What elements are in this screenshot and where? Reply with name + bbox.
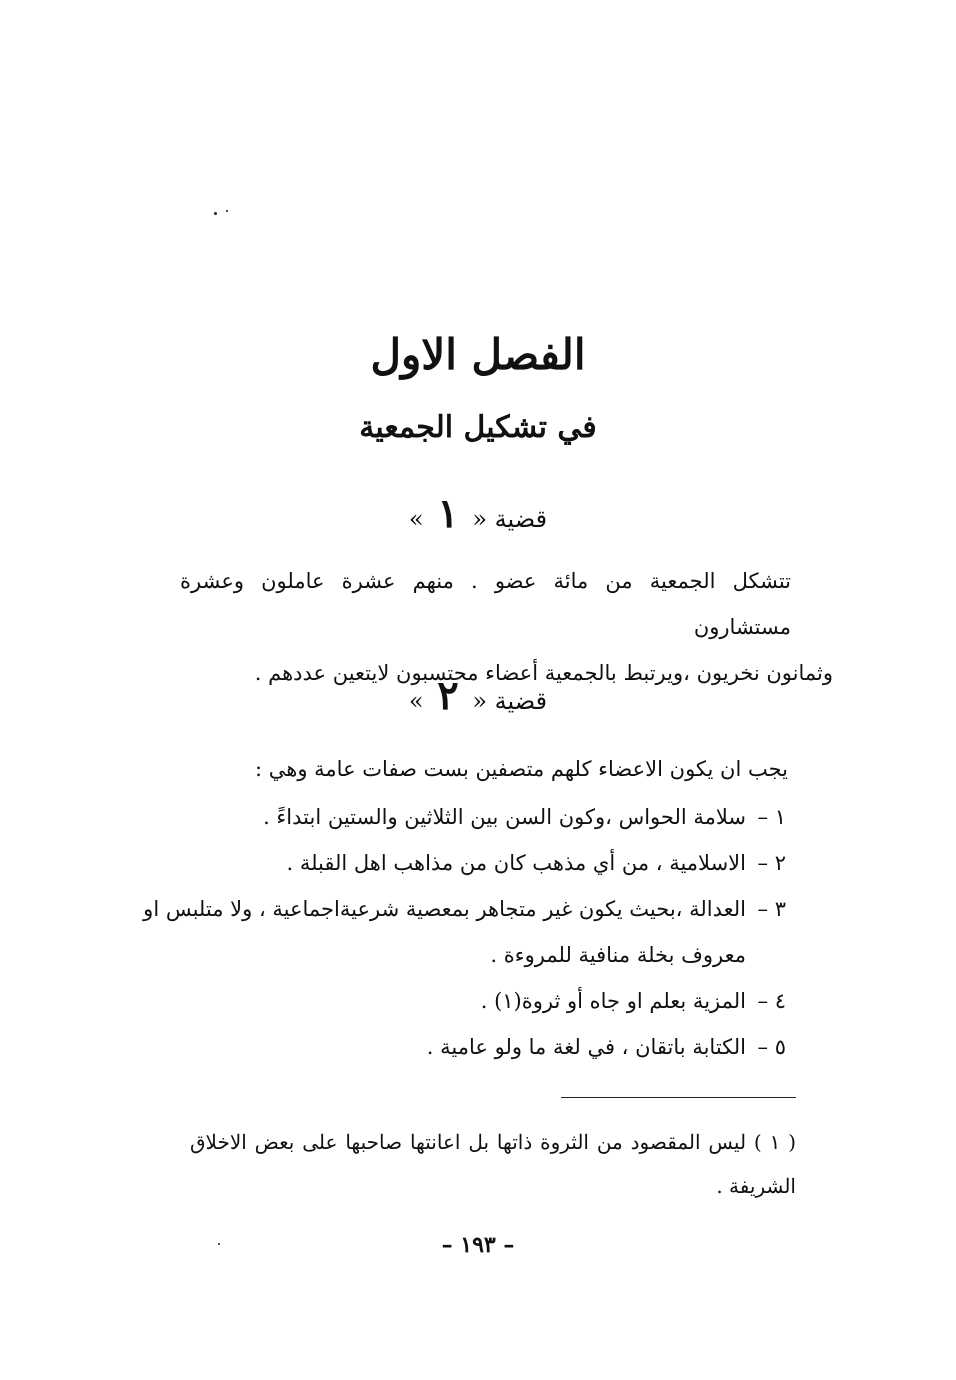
list-item-text: الكتابة باتقان ، في لغة ما ولو عامية .	[426, 1035, 746, 1059]
case-close-quote: »	[408, 505, 424, 533]
list-item-text: سلامة الحواس ،وكون السن بين الثلاثين والستين ابتداءً .	[263, 805, 746, 829]
list-item-index: ١ –	[757, 805, 786, 829]
footnote-divider	[561, 1097, 796, 1098]
list-item-text: المزية بعلم او جاه أو ثروة(١) .	[480, 989, 746, 1013]
footnote: ( ١ ) ليس المقصود من الثروة ذاتها بل اعانتها صاحبها على بعض الاخلاق الشريفة .	[190, 1130, 796, 1198]
list-item-text: الاسلامية ، من أي مذهب كان من مذاهب اهل القبلة .	[286, 851, 746, 875]
list-item-text-continued: معروف بخلة منافية للمروءة .	[490, 943, 746, 967]
attributes-list	[143, 794, 786, 1070]
chapter-subtitle: في تشكيل الجمعية	[359, 410, 597, 445]
case-number: ١	[437, 490, 459, 537]
list-item-index: ٤ –	[757, 989, 786, 1013]
list-item	[180, 794, 786, 840]
case-number: ٢	[437, 672, 459, 719]
list-item	[180, 978, 786, 1024]
case-label: قضية «	[472, 687, 548, 715]
case-close-quote: »	[408, 687, 424, 715]
page-number: – ١٩٣ –	[441, 1232, 515, 1258]
scan-speck	[214, 212, 217, 215]
list-item-index: ٥ –	[757, 1035, 786, 1059]
list-item-text: العدالة ،بحيث يكون غير متجاهر بمعصية شرعيةاجماعية ، ولا متلبس او	[143, 897, 746, 921]
list-item	[180, 1024, 786, 1070]
list-item	[180, 840, 786, 886]
case-1-heading	[0, 490, 956, 538]
case-2-intro: يجب ان يكون الاعضاء كلهم متصفين بست صفات عامة وهي :	[255, 757, 788, 781]
list-item	[143, 886, 786, 978]
list-item-index: ٣ –	[757, 897, 786, 921]
case-label: قضية «	[472, 505, 548, 533]
case-2-heading	[0, 672, 956, 720]
chapter-title: الفصل الاول	[370, 330, 586, 379]
paragraph-line: وثمانون نخريون ،ويرتبط بالجمعية أعضاء محتسبون لايتعين عددهم .	[254, 661, 833, 685]
scan-speck	[226, 210, 228, 212]
list-item-index: ٢ –	[757, 851, 786, 875]
paragraph-line: تتشكل الجمعية من مائة عضو . منهم عشرة عاملون وعشرة مستشارون	[180, 569, 791, 639]
